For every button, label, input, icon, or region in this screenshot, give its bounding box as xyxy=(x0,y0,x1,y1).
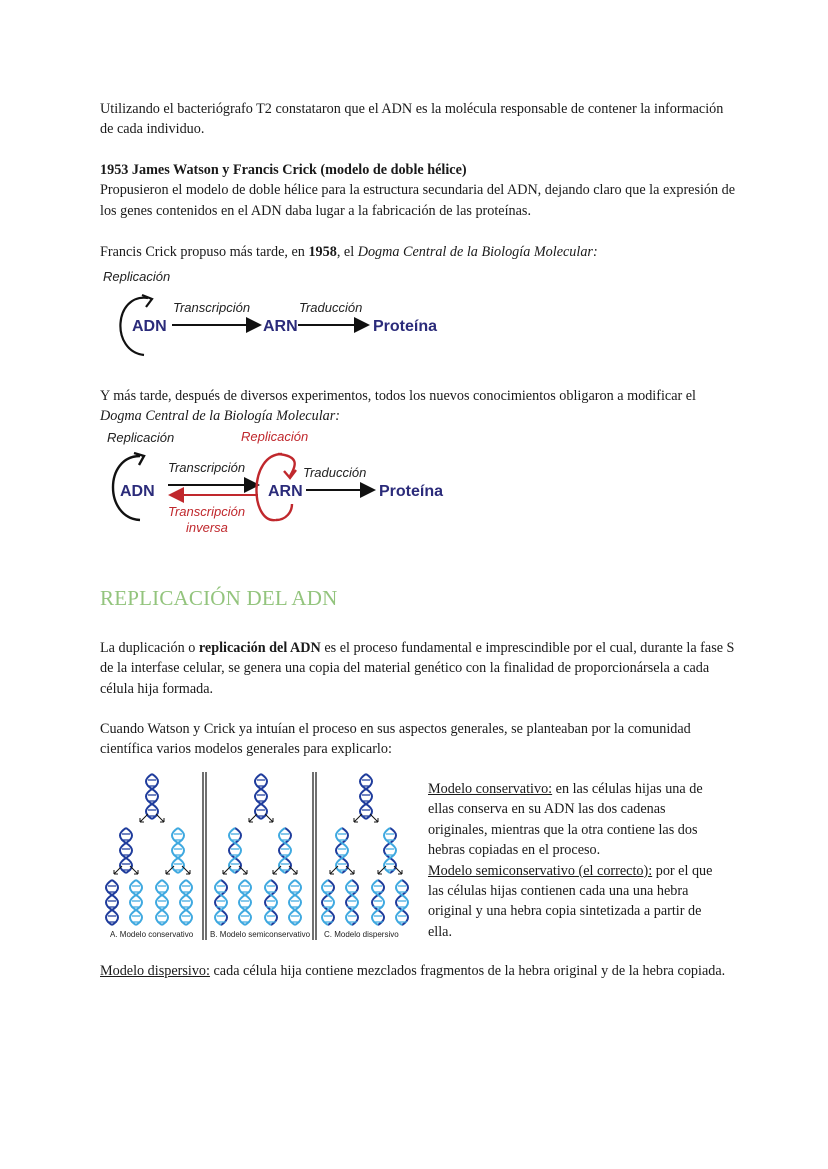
watson-crick-block xyxy=(100,160,740,221)
gen2-helix-c2 xyxy=(346,880,358,925)
gen2-helix-a1 xyxy=(106,880,118,925)
model-conservative-text: en las células hijas una de ellas conserva en su ADN las dos cadenas originales, mientras que la otra contiene las dos hebras copiadas en el proceso. xyxy=(428,781,703,859)
model-dispersive-label: Modelo dispersivo: xyxy=(100,963,210,979)
gen2-helix-c1 xyxy=(322,880,334,925)
dogma-title-italic-2: Dogma Central de la Biología Molecular: xyxy=(100,408,340,425)
transcripcion-inversa-label-1: Transcripción xyxy=(168,504,246,519)
models-description xyxy=(428,779,728,942)
panel-dispersive xyxy=(322,774,408,939)
proteina-label-2: Proteína xyxy=(379,483,444,500)
gen2-helix-b3 xyxy=(265,880,277,925)
replicacion-red-label: Replicación xyxy=(241,429,309,444)
arn-label-2: ARN xyxy=(268,483,303,500)
replicacion-bold: replicación del ADN xyxy=(198,640,321,656)
label-model-a: A. Modelo conservativo xyxy=(110,930,194,939)
paragraph-crick-1958 xyxy=(100,242,740,262)
replicacion-label-2: Replicación xyxy=(107,430,175,445)
dup-text-post: es el proceso fundamental e imprescindible por el cual, durante la fase S de la interfase celular, se genera una copia del material genético con la finalidad de proporcionársela a cada célula hija formada. xyxy=(100,640,735,697)
gen2-helix-a2 xyxy=(130,880,142,925)
model-semiconservative-label: Modelo semiconservativo (el correcto): xyxy=(428,862,653,879)
adn-label-2: ADN xyxy=(120,483,155,500)
arn-label: ARN xyxy=(263,318,298,335)
crick-text-mid: , el xyxy=(336,244,358,260)
gen2-helix-b2 xyxy=(239,880,251,925)
panel-conservative xyxy=(106,774,194,939)
parent-helix-c xyxy=(360,774,372,819)
label-model-b: B. Modelo semiconservativo xyxy=(210,930,311,939)
replication-models-figure xyxy=(104,770,416,942)
model-dispersive-text: cada célula hija contiene mezclados fragmentos de la hebra original y de la hebra copiada. xyxy=(209,963,726,979)
gen2-helix-c4 xyxy=(396,880,408,925)
traduccion-label-2: Traducción xyxy=(303,465,367,480)
transcripcion-label: Transcripción xyxy=(173,300,251,315)
paragraph-dispersive xyxy=(100,961,740,981)
traduccion-label: Traducción xyxy=(299,300,363,315)
adn-loop-arrow-head xyxy=(134,453,144,465)
proteina-label: Proteína xyxy=(373,318,438,335)
modified-dogma-diagram xyxy=(100,426,470,538)
adn-label: ADN xyxy=(132,318,167,335)
gen2-helix-b1 xyxy=(215,880,227,925)
transcripcion-inversa-label-2: inversa xyxy=(186,520,228,535)
arn-replication-loop-bottom xyxy=(276,504,292,520)
dogma-title-italic: Dogma Central de la Biología Molecular: xyxy=(357,244,598,260)
paragraph-t2: Utilizando el bacteriógrafo T2 constataron que el ADN es la molécula responsable de contener la información de cada individuo. xyxy=(100,101,724,138)
transcripcion-label-2: Transcripción xyxy=(168,460,246,475)
crick-text: Francis Crick propuso más tarde, en xyxy=(100,244,309,260)
parent-helix-a xyxy=(146,774,158,819)
panel-semiconservative xyxy=(210,774,311,939)
modify-text: Y más tarde, después de diversos experimentos, todos los nuevos conocimientos obligaron a modificar el xyxy=(100,388,696,404)
heading-1953: 1953 James Watson y Francis Crick (modelo de doble hélice) xyxy=(100,162,467,178)
central-dogma-diagram xyxy=(100,265,460,365)
paragraph-double-helix: Propusieron el modelo de doble hélice para la estructura secundaria del ADN, dejando claro que la expresión de los genes contenidos en el ADN daba lugar a la fabricación de las proteínas. xyxy=(100,182,736,219)
section-title-replicacion: REPLICACIÓN DEL ADN xyxy=(100,586,338,610)
paragraph-modify-dogma xyxy=(100,386,740,427)
gen2-helix-b4 xyxy=(289,880,301,925)
paragraph-models-intro: Cuando Watson y Crick ya intuían el proceso en sus aspectos generales, se planteaban por la comunidad científica varios modelos generales para explicarlo: xyxy=(100,721,691,758)
gen2-helix-c3 xyxy=(372,880,384,925)
model-semiconservative-text: por el que las células hijas contienen cada una una hebra original y una hebra copia sintetizada a partir de ella. xyxy=(428,862,713,940)
gen2-helix-a3 xyxy=(156,880,168,925)
gen2-helix-a4 xyxy=(180,880,192,925)
replicacion-label: Replicación xyxy=(103,269,171,284)
dup-text-pre: La duplicación o xyxy=(100,640,199,656)
model-conservative-label: Modelo conservativo: xyxy=(428,781,553,797)
label-model-c: C. Modelo dispersivo xyxy=(324,930,399,939)
year-1958: 1958 xyxy=(308,244,337,260)
parent-helix-b xyxy=(255,774,267,819)
paragraph-duplicacion xyxy=(100,638,740,699)
